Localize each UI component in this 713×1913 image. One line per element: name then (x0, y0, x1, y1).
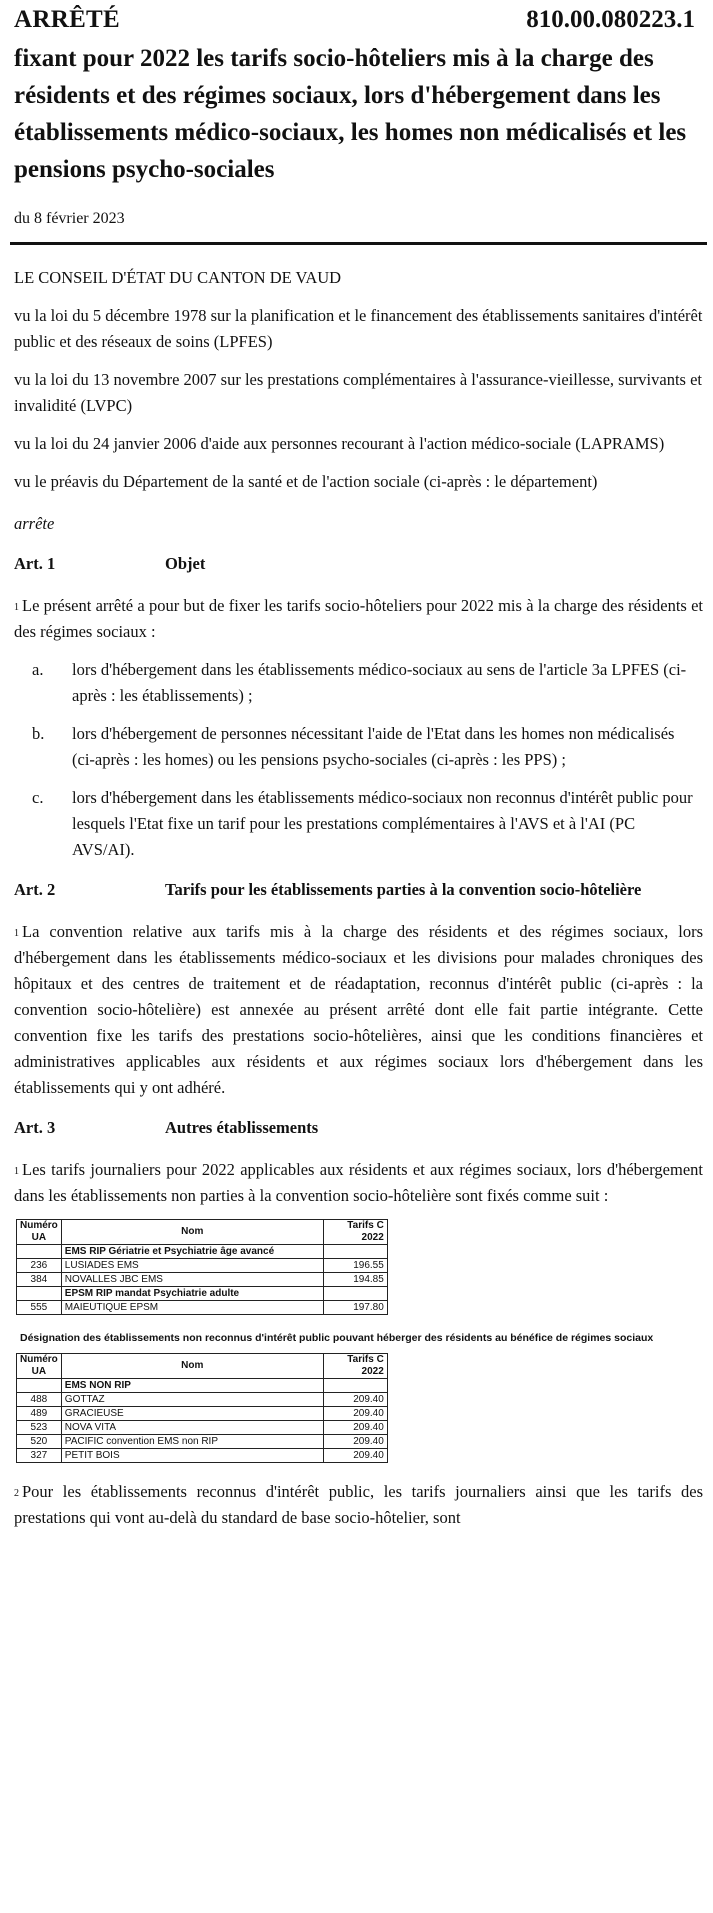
paragraph-text: Les tarifs journaliers pour 2022 applicables aux résidents et aux régimes sociaux, lors d'hébergement dans les établissements non parties à la convention socio-hôtelière sont fixés comme suit : (14, 1160, 703, 1205)
list-item (14, 785, 703, 863)
article-title: Tarifs pour les établissements parties à la convention socio-hôtelière (165, 880, 642, 899)
column-header-tarif: Tarifs C 2022 (323, 1220, 387, 1245)
table-cell-nom: MAIEUTIQUE EPSM (61, 1301, 323, 1315)
table-cell-tarif: 209.40 (323, 1421, 387, 1435)
table-cell-ua: 555 (17, 1301, 62, 1315)
table-row (17, 1435, 388, 1449)
document-date: du 8 février 2023 (14, 210, 125, 227)
column-header-ua: Numéro UA (17, 1354, 62, 1379)
article-number: Art. 3 (14, 1118, 56, 1137)
column-header-nom: Nom (61, 1220, 323, 1245)
table-cell-nom: NOVALLES JBC EMS (61, 1273, 323, 1287)
table-group-label: EPSM RIP mandat Psychiatrie adulte (61, 1287, 323, 1301)
list-letter: c. (32, 788, 44, 807)
table-body (17, 1245, 388, 1315)
article-paragraph (14, 1157, 703, 1209)
table-cell-nom: GOTTAZ (61, 1393, 323, 1407)
table-cell-tarif: 196.55 (323, 1259, 387, 1273)
table-header-row (17, 1220, 388, 1245)
table-group-row (17, 1379, 388, 1393)
table-header-row (17, 1354, 388, 1379)
table-cell-nom: NOVA VITA (61, 1421, 323, 1435)
table-cell-ua: 489 (17, 1407, 62, 1421)
list-letter: b. (32, 724, 45, 743)
tariff-table-non-rip (16, 1353, 388, 1463)
paragraph-text: Pour les établissements reconnus d'intérêt public, les tarifs journaliers ainsi que les tarifs des prestations qui vont au-delà du standard de base socio-hôtelier, sont (14, 1482, 703, 1527)
table-caption: Désignation des établissements non reconnus d'intérêt public pouvant héberger des résidents au bénéfice de régimes sociaux (20, 1332, 654, 1344)
table-group-label: EMS RIP Gériatrie et Psychiatrie âge avancé (61, 1245, 323, 1259)
article-heading (14, 877, 703, 903)
arrete-word: arrête (14, 514, 55, 533)
article-paragraph (14, 1479, 703, 1531)
paragraph-mark: 1 (14, 602, 19, 613)
council-name: LE CONSEIL D'ÉTAT DU CANTON DE VAUD (14, 268, 342, 287)
table-row (17, 1421, 388, 1435)
article-paragraph (14, 919, 703, 1101)
list-text: lors d'hébergement dans les établissements médico-sociaux non reconnus d'intérêt public pour lesquels l'Etat fixe un tarif pour les prestations complémentaires à l'AVS et à l'AI (PC AVS/AI). (72, 788, 693, 859)
table-cell-tarif: 209.40 (323, 1435, 387, 1449)
table-cell-ua: 236 (17, 1259, 62, 1273)
paragraph-text: Le présent arrêté a pour but de fixer les tarifs socio-hôteliers pour 2022 mis à la charge des résidents et des régimes sociaux : (14, 596, 703, 641)
vu-clause: vu le préavis du Département de la santé et de l'action sociale (ci-après : le département) (14, 472, 598, 491)
table-cell-nom: GRACIEUSE (61, 1407, 323, 1421)
article-heading (14, 1115, 703, 1141)
document-number: 810.00.080223.1 (526, 6, 695, 33)
table-cell-ua: 520 (17, 1435, 62, 1449)
document-kind: ARRÊTÉ (14, 6, 120, 33)
table-row (17, 1273, 388, 1287)
tariff-table-rip (16, 1219, 388, 1315)
table-row (17, 1449, 388, 1463)
column-header-tarif: Tarifs C 2022 (323, 1354, 387, 1379)
column-header-ua: Numéro UA (17, 1220, 62, 1245)
article-paragraph (14, 593, 703, 645)
table-cell-empty (17, 1287, 62, 1301)
vu-clause: vu la loi du 13 novembre 2007 sur les prestations complémentaires à l'assurance-vieillesse, survivants et invalidité (LVPC) (14, 370, 703, 415)
list-text: lors d'hébergement dans les établissements médico-sociaux au sens de l'article 3a LPFES (ci-après : les établissements) ; (72, 660, 687, 705)
table-group-label: EMS NON RIP (61, 1379, 323, 1393)
paragraph-text: La convention relative aux tarifs mis à la charge des résidents et des régimes sociaux, lors d'hébergement dans les établissements médico-sociaux et les divisions pour malades chroniques des hôpitaux et des centres de traitement et de réadaptation, reconnus d'intérêt public (ci-après : la convention socio-hôtelière) est annexée au présent arrêté dont elle fait partie intégrante. Cette convention fixe les tarifs des prestations socio-hôtelières, ainsi que les conditions financières et administratives applicables aux résidents et aux régimes sociaux lors d'hébergement dans les établissements qui y ont adhéré. (14, 922, 703, 1097)
table-cell-tarif: 197.80 (323, 1301, 387, 1315)
table-cell-tarif: 209.40 (323, 1393, 387, 1407)
table-row (17, 1393, 388, 1407)
header-row (14, 0, 703, 34)
table-body (17, 1379, 388, 1463)
table-cell-nom: PACIFIC convention EMS non RIP (61, 1435, 323, 1449)
list-letter: a. (32, 660, 44, 679)
article-title: Autres établissements (165, 1118, 319, 1137)
table-cell-empty (323, 1245, 387, 1259)
list-item (14, 657, 703, 709)
article-number: Art. 2 (14, 880, 56, 899)
list-item (14, 721, 703, 773)
table-cell-tarif: 209.40 (323, 1407, 387, 1421)
article-title: Objet (165, 554, 206, 573)
table-row (17, 1301, 388, 1315)
table-cell-ua: 384 (17, 1273, 62, 1287)
table-cell-ua: 488 (17, 1393, 62, 1407)
table-cell-empty (323, 1379, 387, 1393)
table-cell-empty (323, 1287, 387, 1301)
table-cell-tarif: 209.40 (323, 1449, 387, 1463)
vu-clause: vu la loi du 24 janvier 2006 d'aide aux personnes recourant à l'action médico-sociale (LAPRAMS) (14, 434, 665, 453)
column-header-nom: Nom (61, 1354, 323, 1379)
vu-clause: vu la loi du 5 décembre 1978 sur la planification et le financement des établissements sanitaires d'intérêt public et des réseaux de soins (LPFES) (14, 306, 703, 351)
table-cell-tarif: 194.85 (323, 1273, 387, 1287)
article-list (14, 657, 703, 863)
table-row (17, 1259, 388, 1273)
list-text: lors d'hébergement de personnes nécessitant l'aide de l'Etat dans les homes non médicalisés (ci-après : les homes) ou les pensions psycho-sociales (ci-après : les PPS) ; (72, 724, 675, 769)
table-cell-nom: LUSIADES EMS (61, 1259, 323, 1273)
table-group-row (17, 1287, 388, 1301)
document-title: fixant pour 2022 les tarifs socio-hôteliers mis à la charge des résidents et des régimes sociaux, lors d'hébergement dans les établissements médico-sociaux, les homes non médicalisés et les pensions psycho-sociales (14, 45, 687, 183)
table-cell-nom: PETIT BOIS (61, 1449, 323, 1463)
table-cell-empty (17, 1245, 62, 1259)
paragraph-mark: 1 (14, 928, 19, 939)
paragraph-mark: 2 (14, 1488, 19, 1499)
paragraph-mark: 1 (14, 1166, 19, 1177)
table-group-row (17, 1245, 388, 1259)
table-cell-ua: 327 (17, 1449, 62, 1463)
table-cell-ua: 523 (17, 1421, 62, 1435)
table-row (17, 1407, 388, 1421)
article-number: Art. 1 (14, 554, 56, 573)
table-cell-empty (17, 1379, 62, 1393)
header-divider (10, 242, 707, 245)
article-heading (14, 551, 703, 577)
